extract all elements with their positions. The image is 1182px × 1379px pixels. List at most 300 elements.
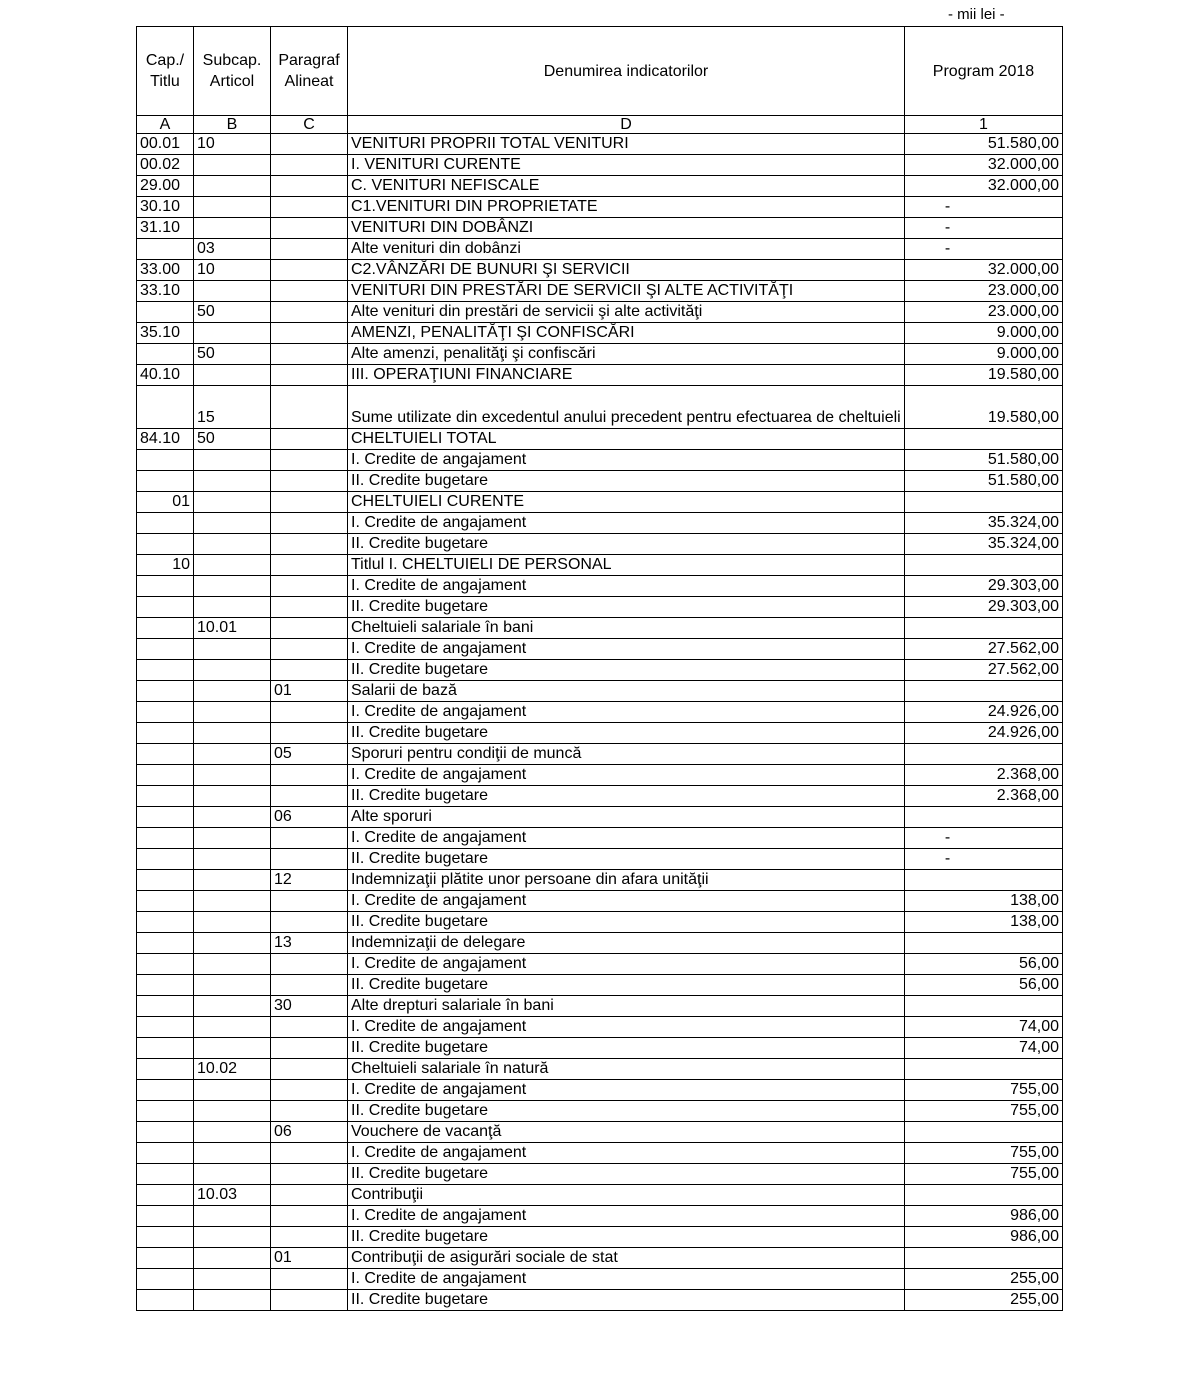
cell-subcap-articol: 10.02 [194, 1059, 271, 1080]
cell-paragraf-alineat [271, 386, 348, 429]
cell-cap-titlu [137, 513, 194, 534]
cell-denumire: Cheltuieli salariale în bani [348, 618, 905, 639]
cell-subcap-articol [194, 1080, 271, 1101]
cell-cap-titlu [137, 660, 194, 681]
cell-subcap-articol [194, 1143, 271, 1164]
cell-cap-titlu [137, 576, 194, 597]
cell-paragraf-alineat [271, 1164, 348, 1185]
cell-cap-titlu: 35.10 [137, 323, 194, 344]
cell-paragraf-alineat [271, 1227, 348, 1248]
table-row [137, 954, 1063, 975]
cell-paragraf-alineat [271, 1101, 348, 1122]
table-row [137, 744, 1063, 765]
cell-paragraf-alineat [271, 1017, 348, 1038]
cell-program [905, 1248, 1063, 1269]
cell-subcap-articol [194, 492, 271, 513]
cell-program: 56,00 [905, 954, 1063, 975]
table-row [137, 344, 1063, 365]
cell-subcap-articol: 03 [194, 239, 271, 260]
cell-subcap-articol: 50 [194, 429, 271, 450]
table-row [137, 681, 1063, 702]
cell-cap-titlu [137, 1164, 194, 1185]
cell-paragraf-alineat [271, 534, 348, 555]
table-row [137, 786, 1063, 807]
cell-denumire: II. Credite bugetare [348, 1164, 905, 1185]
cell-subcap-articol [194, 1248, 271, 1269]
table-row [137, 386, 1063, 429]
cell-denumire: II. Credite bugetare [348, 660, 905, 681]
table-row [137, 807, 1063, 828]
cell-program: - [905, 828, 1063, 849]
cell-subcap-articol [194, 197, 271, 218]
cell-program: 755,00 [905, 1101, 1063, 1122]
table-row [137, 1017, 1063, 1038]
cell-cap-titlu [137, 786, 194, 807]
cell-denumire: Titlul I. CHELTUIELI DE PERSONAL [348, 555, 905, 576]
cell-paragraf-alineat [271, 660, 348, 681]
cell-subcap-articol [194, 471, 271, 492]
cell-paragraf-alineat [271, 786, 348, 807]
table-row [137, 260, 1063, 281]
cell-subcap-articol [194, 891, 271, 912]
cell-cap-titlu [137, 597, 194, 618]
cell-cap-titlu [137, 996, 194, 1017]
cell-denumire: Alte sporuri [348, 807, 905, 828]
cell-cap-titlu [137, 1185, 194, 1206]
cell-denumire: C2.VÂNZĂRI DE BUNURI ŞI SERVICII [348, 260, 905, 281]
table-row [137, 218, 1063, 239]
cell-subcap-articol [194, 513, 271, 534]
table-row [137, 702, 1063, 723]
cell-denumire: Sporuri pentru condiţii de muncă [348, 744, 905, 765]
cell-paragraf-alineat: 01 [271, 681, 348, 702]
cell-paragraf-alineat [271, 555, 348, 576]
cell-program [905, 618, 1063, 639]
cell-program: 2.368,00 [905, 765, 1063, 786]
cell-cap-titlu: 10 [137, 555, 194, 576]
cell-cap-titlu [137, 1206, 194, 1227]
cell-cap-titlu [137, 744, 194, 765]
cell-denumire: AMENZI, PENALITĂŢI ŞI CONFISCĂRI [348, 323, 905, 344]
cell-subcap-articol [194, 1017, 271, 1038]
cell-denumire: I. Credite de angajament [348, 765, 905, 786]
cell-subcap-articol [194, 828, 271, 849]
cell-subcap-articol [194, 1269, 271, 1290]
table-row [137, 1185, 1063, 1206]
cell-paragraf-alineat [271, 155, 348, 176]
budget-table [136, 26, 1063, 1311]
cell-denumire: I. Credite de angajament [348, 1269, 905, 1290]
table-row [137, 912, 1063, 933]
cell-denumire: Contribuţii de asigurări sociale de stat [348, 1248, 905, 1269]
cell-subcap-articol: 10.01 [194, 618, 271, 639]
cell-paragraf-alineat [271, 239, 348, 260]
cell-paragraf-alineat [271, 723, 348, 744]
cell-denumire: II. Credite bugetare [348, 975, 905, 996]
cell-cap-titlu [137, 1143, 194, 1164]
cell-program: 29.303,00 [905, 597, 1063, 618]
cell-cap-titlu [137, 534, 194, 555]
cell-program: 255,00 [905, 1290, 1063, 1311]
table-row [137, 513, 1063, 534]
cell-program: - [905, 239, 1063, 260]
cell-denumire: I. Credite de angajament [348, 891, 905, 912]
cell-program: 51.580,00 [905, 134, 1063, 155]
cell-paragraf-alineat: 05 [271, 744, 348, 765]
cell-cap-titlu [137, 891, 194, 912]
cell-subcap-articol [194, 176, 271, 197]
cell-paragraf-alineat [271, 176, 348, 197]
cell-denumire: II. Credite bugetare [348, 1101, 905, 1122]
cell-paragraf-alineat [271, 302, 348, 323]
cell-program: 32.000,00 [905, 155, 1063, 176]
cell-program: 56,00 [905, 975, 1063, 996]
table-row [137, 450, 1063, 471]
cell-denumire: CHELTUIELI CURENTE [348, 492, 905, 513]
cell-program: 27.562,00 [905, 660, 1063, 681]
cell-denumire: Indemnizaţii plătite unor persoane din afara unităţii [348, 870, 905, 891]
cell-paragraf-alineat [271, 1269, 348, 1290]
table-row [137, 1290, 1063, 1311]
cell-denumire: I. Credite de angajament [348, 954, 905, 975]
cell-paragraf-alineat [271, 450, 348, 471]
cell-denumire: II. Credite bugetare [348, 1290, 905, 1311]
cell-cap-titlu [137, 1248, 194, 1269]
cell-denumire: I. Credite de angajament [348, 513, 905, 534]
cell-cap-titlu [137, 702, 194, 723]
cell-subcap-articol [194, 450, 271, 471]
letter-e: 1 [905, 116, 1063, 134]
table-row [137, 534, 1063, 555]
cell-paragraf-alineat: 12 [271, 870, 348, 891]
table-row [137, 1059, 1063, 1080]
cell-denumire: Contribuţii [348, 1185, 905, 1206]
cell-subcap-articol [194, 975, 271, 996]
cell-subcap-articol [194, 218, 271, 239]
cell-paragraf-alineat [271, 1206, 348, 1227]
cell-program [905, 492, 1063, 513]
cell-paragraf-alineat [271, 828, 348, 849]
cell-subcap-articol: 10.03 [194, 1185, 271, 1206]
cell-subcap-articol [194, 765, 271, 786]
cell-program: 755,00 [905, 1143, 1063, 1164]
cell-program: 27.562,00 [905, 639, 1063, 660]
cell-program [905, 933, 1063, 954]
cell-denumire: VENITURI DIN DOBÂNZI [348, 218, 905, 239]
cell-paragraf-alineat: 30 [271, 996, 348, 1017]
table-row [137, 1122, 1063, 1143]
cell-denumire: I. Credite de angajament [348, 576, 905, 597]
cell-paragraf-alineat [271, 954, 348, 975]
cell-paragraf-alineat [271, 260, 348, 281]
cell-denumire: I. Credite de angajament [348, 1143, 905, 1164]
cell-denumire: II. Credite bugetare [348, 534, 905, 555]
column-letters-row [137, 116, 1063, 134]
cell-subcap-articol [194, 555, 271, 576]
table-row [137, 365, 1063, 386]
cell-paragraf-alineat [271, 849, 348, 870]
cell-program: 32.000,00 [905, 176, 1063, 197]
cell-subcap-articol [194, 281, 271, 302]
cell-paragraf-alineat [271, 576, 348, 597]
table-row [137, 323, 1063, 344]
cell-paragraf-alineat [271, 365, 348, 386]
cell-program: 9.000,00 [905, 344, 1063, 365]
cell-paragraf-alineat [271, 218, 348, 239]
table-row [137, 891, 1063, 912]
cell-paragraf-alineat [271, 429, 348, 450]
cell-cap-titlu: 00.01 [137, 134, 194, 155]
cell-subcap-articol [194, 1227, 271, 1248]
cell-program: 138,00 [905, 891, 1063, 912]
cell-subcap-articol [194, 576, 271, 597]
cell-cap-titlu [137, 1080, 194, 1101]
table-row [137, 1227, 1063, 1248]
cell-cap-titlu [137, 639, 194, 660]
cell-cap-titlu [137, 870, 194, 891]
cell-paragraf-alineat: 06 [271, 1122, 348, 1143]
cell-denumire: II. Credite bugetare [348, 1227, 905, 1248]
cell-program [905, 744, 1063, 765]
cell-denumire: I. Credite de angajament [348, 450, 905, 471]
cell-paragraf-alineat [271, 912, 348, 933]
table-row [137, 618, 1063, 639]
cell-program: 755,00 [905, 1164, 1063, 1185]
table-row [137, 660, 1063, 681]
cell-subcap-articol [194, 702, 271, 723]
cell-program: 9.000,00 [905, 323, 1063, 344]
cell-program: 29.303,00 [905, 576, 1063, 597]
cell-program [905, 681, 1063, 702]
letter-c: C [271, 116, 348, 134]
cell-denumire: VENITURI PROPRII TOTAL VENITURI [348, 134, 905, 155]
cell-program: 986,00 [905, 1227, 1063, 1248]
cell-subcap-articol [194, 912, 271, 933]
cell-denumire: CHELTUIELI TOTAL [348, 429, 905, 450]
cell-paragraf-alineat [271, 1185, 348, 1206]
cell-denumire: C1.VENITURI DIN PROPRIETATE [348, 197, 905, 218]
cell-denumire: I. Credite de angajament [348, 1080, 905, 1101]
table-row [137, 155, 1063, 176]
cell-cap-titlu: 29.00 [137, 176, 194, 197]
cell-program [905, 1122, 1063, 1143]
table-row [137, 1080, 1063, 1101]
cell-denumire: I. Credite de angajament [348, 1206, 905, 1227]
cell-paragraf-alineat [271, 344, 348, 365]
table-row [137, 1164, 1063, 1185]
cell-program [905, 429, 1063, 450]
table-row [137, 471, 1063, 492]
cell-subcap-articol [194, 786, 271, 807]
cell-paragraf-alineat [271, 597, 348, 618]
table-row [137, 1206, 1063, 1227]
cell-subcap-articol: 10 [194, 134, 271, 155]
cell-cap-titlu: 01 [137, 492, 194, 513]
table-row [137, 597, 1063, 618]
table-row [137, 975, 1063, 996]
table-row [137, 555, 1063, 576]
cell-program: 986,00 [905, 1206, 1063, 1227]
cell-cap-titlu [137, 1269, 194, 1290]
cell-program [905, 555, 1063, 576]
cell-cap-titlu [137, 1290, 194, 1311]
cell-cap-titlu [137, 807, 194, 828]
cell-program: 138,00 [905, 912, 1063, 933]
table-row [137, 281, 1063, 302]
cell-paragraf-alineat [271, 197, 348, 218]
cell-denumire: II. Credite bugetare [348, 723, 905, 744]
table-row [137, 723, 1063, 744]
cell-program: 51.580,00 [905, 450, 1063, 471]
cell-paragraf-alineat [271, 618, 348, 639]
cell-cap-titlu [137, 975, 194, 996]
cell-cap-titlu [137, 1059, 194, 1080]
cell-paragraf-alineat [271, 471, 348, 492]
cell-cap-titlu [137, 1122, 194, 1143]
cell-cap-titlu [137, 1101, 194, 1122]
cell-denumire: II. Credite bugetare [348, 1038, 905, 1059]
cell-paragraf-alineat [271, 513, 348, 534]
table-row [137, 1143, 1063, 1164]
cell-cap-titlu: 00.02 [137, 155, 194, 176]
cell-denumire: Alte drepturi salariale în bani [348, 996, 905, 1017]
cell-paragraf-alineat [271, 134, 348, 155]
cell-subcap-articol [194, 996, 271, 1017]
cell-cap-titlu: 40.10 [137, 365, 194, 386]
cell-cap-titlu [137, 681, 194, 702]
table-row [137, 765, 1063, 786]
cell-program [905, 807, 1063, 828]
table-row [137, 1038, 1063, 1059]
cell-denumire: II. Credite bugetare [348, 912, 905, 933]
letter-a: A [137, 116, 194, 134]
cell-denumire: VENITURI DIN PRESTĂRI DE SERVICII ŞI ALTE ACTIVITĂŢI [348, 281, 905, 302]
cell-subcap-articol [194, 639, 271, 660]
cell-program [905, 1059, 1063, 1080]
cell-cap-titlu [137, 302, 194, 323]
cell-denumire: III. OPERAŢIUNI FINANCIARE [348, 365, 905, 386]
cell-cap-titlu [137, 1017, 194, 1038]
cell-paragraf-alineat [271, 1059, 348, 1080]
cell-program: 19.580,00 [905, 365, 1063, 386]
cell-subcap-articol: 50 [194, 344, 271, 365]
cell-program: - [905, 197, 1063, 218]
cell-denumire: II. Credite bugetare [348, 786, 905, 807]
table-row [137, 492, 1063, 513]
cell-denumire: Cheltuieli salariale în natură [348, 1059, 905, 1080]
cell-denumire: Alte venituri din prestări de servicii şi alte activităţi [348, 302, 905, 323]
cell-subcap-articol [194, 365, 271, 386]
header-subcap-articol: Subcap. Articol [194, 27, 271, 116]
table-row [137, 639, 1063, 660]
cell-program: 74,00 [905, 1038, 1063, 1059]
cell-cap-titlu [137, 450, 194, 471]
cell-subcap-articol [194, 744, 271, 765]
cell-subcap-articol [194, 933, 271, 954]
cell-denumire: I. Credite de angajament [348, 702, 905, 723]
header-cap-titlu: Cap./ Titlu [137, 27, 194, 116]
cell-cap-titlu [137, 471, 194, 492]
cell-subcap-articol [194, 807, 271, 828]
cell-cap-titlu: 33.10 [137, 281, 194, 302]
cell-cap-titlu: 33.00 [137, 260, 194, 281]
cell-denumire: Alte venituri din dobânzi [348, 239, 905, 260]
cell-denumire: II. Credite bugetare [348, 597, 905, 618]
cell-subcap-articol [194, 597, 271, 618]
table-row [137, 849, 1063, 870]
cell-subcap-articol [194, 660, 271, 681]
cell-program: 255,00 [905, 1269, 1063, 1290]
cell-denumire: I. Credite de angajament [348, 1017, 905, 1038]
cell-cap-titlu [137, 933, 194, 954]
cell-subcap-articol [194, 1206, 271, 1227]
cell-program: 23.000,00 [905, 281, 1063, 302]
cell-paragraf-alineat [271, 1290, 348, 1311]
cell-subcap-articol [194, 849, 271, 870]
cell-paragraf-alineat [271, 891, 348, 912]
cell-paragraf-alineat: 01 [271, 1248, 348, 1269]
cell-subcap-articol [194, 1164, 271, 1185]
table-row [137, 996, 1063, 1017]
cell-subcap-articol: 50 [194, 302, 271, 323]
cell-denumire: I. Credite de angajament [348, 828, 905, 849]
cell-subcap-articol [194, 1101, 271, 1122]
cell-program [905, 870, 1063, 891]
cell-program: 51.580,00 [905, 471, 1063, 492]
cell-program: 35.324,00 [905, 534, 1063, 555]
table-row [137, 429, 1063, 450]
cell-paragraf-alineat: 06 [271, 807, 348, 828]
cell-cap-titlu [137, 723, 194, 744]
cell-cap-titlu [137, 828, 194, 849]
cell-program: 35.324,00 [905, 513, 1063, 534]
cell-program: 23.000,00 [905, 302, 1063, 323]
cell-subcap-articol [194, 534, 271, 555]
header-denumirea: Denumirea indicatorilor [348, 27, 905, 116]
cell-cap-titlu [137, 386, 194, 429]
cell-program: 2.368,00 [905, 786, 1063, 807]
cell-denumire: Salarii de bază [348, 681, 905, 702]
header-paragraf-alineat: Paragraf Alineat [271, 27, 348, 116]
cell-program: - [905, 849, 1063, 870]
letter-d: D [348, 116, 905, 134]
cell-program: 24.926,00 [905, 723, 1063, 744]
cell-subcap-articol [194, 1122, 271, 1143]
cell-denumire: Alte amenzi, penalităţi şi confiscări [348, 344, 905, 365]
cell-cap-titlu [137, 849, 194, 870]
cell-cap-titlu [137, 954, 194, 975]
cell-denumire: Vouchere de vacanţă [348, 1122, 905, 1143]
cell-subcap-articol: 10 [194, 260, 271, 281]
cell-cap-titlu: 30.10 [137, 197, 194, 218]
cell-program: 24.926,00 [905, 702, 1063, 723]
table-row [137, 576, 1063, 597]
table-row [137, 1101, 1063, 1122]
cell-denumire: II. Credite bugetare [348, 471, 905, 492]
cell-subcap-articol [194, 155, 271, 176]
cell-paragraf-alineat [271, 281, 348, 302]
cell-denumire: Indemnizaţii de delegare [348, 933, 905, 954]
header-program: Program 2018 [905, 27, 1063, 116]
letter-b: B [194, 116, 271, 134]
cell-cap-titlu [137, 1227, 194, 1248]
cell-cap-titlu [137, 618, 194, 639]
cell-denumire: II. Credite bugetare [348, 849, 905, 870]
cell-denumire: I. Credite de angajament [348, 639, 905, 660]
cell-denumire: C. VENITURI NEFISCALE [348, 176, 905, 197]
cell-subcap-articol [194, 681, 271, 702]
cell-cap-titlu: 84.10 [137, 429, 194, 450]
